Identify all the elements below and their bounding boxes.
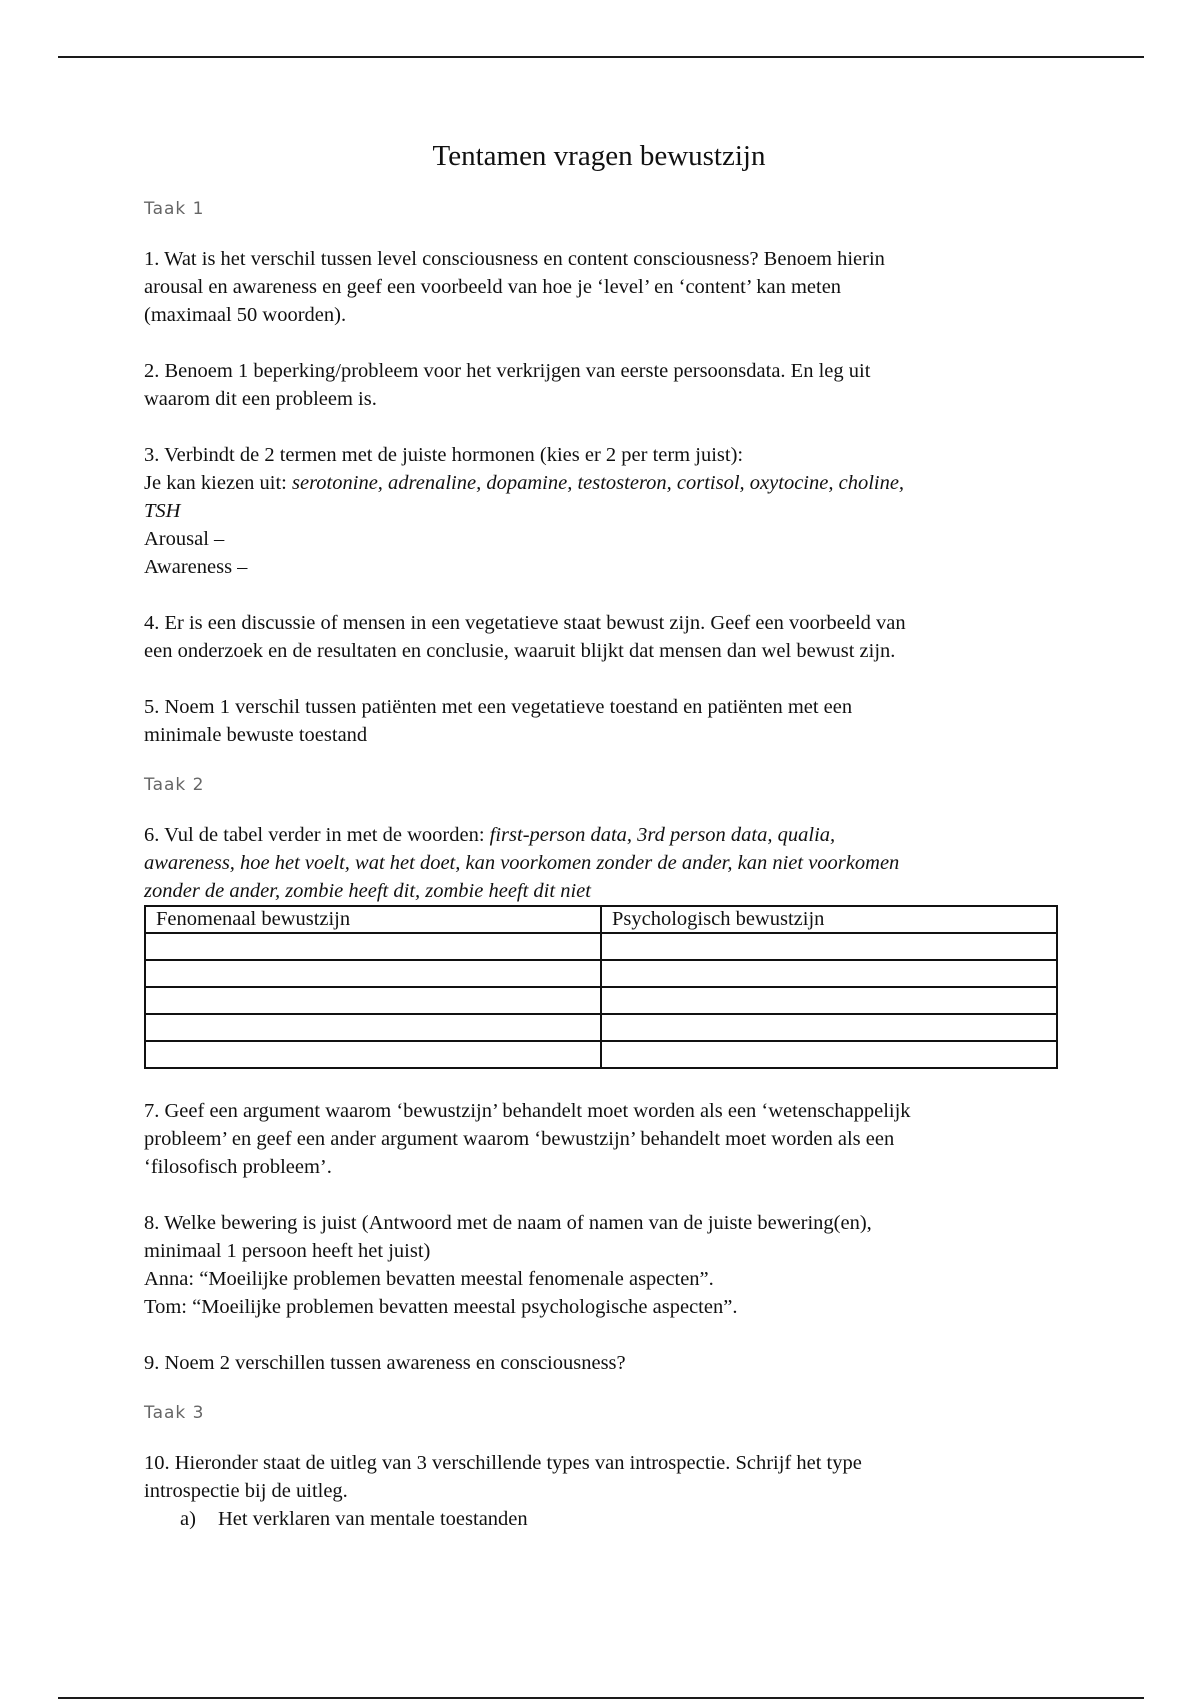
table-row <box>145 1014 1057 1041</box>
hormone-options-cont: TSH <box>144 500 181 522</box>
table-header-psychologisch: Psychologisch bewustzijn <box>601 906 1057 933</box>
table-cell[interactable] <box>145 1041 601 1068</box>
section-heading-taak-2: Taak 2 <box>144 775 205 795</box>
anna-statement: Anna: “Moeilijke problemen bevatten meestal fenomenale aspecten”. <box>144 1268 714 1290</box>
question-9: 9. Noem 2 verschillen tussen awareness en consciousness? <box>144 1352 626 1374</box>
table-row <box>145 1041 1057 1068</box>
section-heading-taak-3: Taak 3 <box>144 1403 205 1423</box>
question-2: 2. Benoem 1 beperking/probleem voor het verkrijgen van eerste persoonsdata. En leg uit waarom dit een probleem is. <box>144 360 871 410</box>
table-cell[interactable] <box>601 987 1057 1014</box>
tom-statement: Tom: “Moeilijke problemen bevatten meestal psychologische aspecten”. <box>144 1296 738 1318</box>
arousal-line: Arousal – <box>144 528 225 550</box>
table-row <box>145 987 1057 1014</box>
table-row <box>145 933 1057 960</box>
question-8: 8. Welke bewering is juist (Antwoord met de naam of namen van de juiste bewering(en), minimaal 1 persoon heeft het juist) Anna: “Moeilijke problemen bevatten meestal fenomenale aspecten”. Tom: “Moeilijke problemen bevatten meestal psychologische aspecten”. <box>144 1209 1064 1321</box>
table-cell[interactable] <box>601 933 1057 960</box>
top-rule <box>58 56 1144 58</box>
table-cell[interactable] <box>145 960 601 987</box>
document-title: Tentamen vragen bewustzijn <box>432 140 766 172</box>
awareness-line: Awareness – <box>144 556 248 578</box>
hormone-options: serotonine, adrenaline, dopamine, testosteron, cortisol, oxytocine, choline, <box>292 472 905 494</box>
sub-item-a: a) Het verklaren van mentale toestanden <box>180 1508 528 1530</box>
question-6: 6. Vul de tabel verder in met de woorden: first-person data, 3rd person data, qualia, awareness, hoe het voelt, wat het doet, kan voorkomen zonder de ander, kan niet voorkomen zonder de ander, zombie heeft dit, zombie heeft dit niet <box>144 824 900 902</box>
choose-prefix: Je kan kiezen uit: <box>144 472 293 494</box>
table-cell[interactable] <box>145 1014 601 1041</box>
section-heading-taak-1: Taak 1 <box>144 199 205 219</box>
table-row <box>145 960 1057 987</box>
table-header-row <box>145 906 1057 933</box>
table-header-fenomenaal: Fenomenaal bewustzijn <box>145 906 601 933</box>
question-5: 5. Noem 1 verschil tussen patiënten met een vegetatieve toestand en patiënten met een minimale bewuste toestand <box>144 696 853 746</box>
document-page <box>144 140 1064 1533</box>
question-3: 3. Verbindt de 2 termen met de juiste hormonen (kies er 2 per term juist): Je kan kiezen uit: serotonine, adrenaline, dopamine, testosteron, cortisol, oxytocine, choline, TSH Arousal – Awareness – <box>144 441 1064 581</box>
question-4: 4. Er is een discussie of mensen in een vegetatieve staat bewust zijn. Geef een voorbeeld van een onderzoek en de resultaten en conclusie, waaruit blijkt dat mensen dan wel bewust zijn. <box>144 612 906 662</box>
table-cell[interactable] <box>145 933 601 960</box>
question-7: 7. Geef een argument waarom ‘bewustzijn’ behandelt moet worden als een ‘wetenschappelijk probleem’ en geef een ander argument waarom ‘bewustzijn’ behandelt moet worden als een ‘filosofisch probleem’. <box>144 1100 911 1178</box>
bottom-rule <box>58 1697 1144 1699</box>
answer-table <box>144 905 1058 1069</box>
question-1: 1. Wat is het verschil tussen level consciousness en content consciousness? Benoem hierin arousal en awareness en geef een voorbeeld van hoe je ‘level’ en ‘content’ kan meten (maximaal 50 woorden). <box>144 248 885 326</box>
question-10: 10. Hieronder staat de uitleg van 3 verschillende types van introspectie. Schrijf het type introspectie bij de uitleg. a) Het verklaren van mentale toestanden <box>144 1449 1064 1533</box>
table-cell[interactable] <box>601 960 1057 987</box>
table-cell[interactable] <box>145 987 601 1014</box>
table-cell[interactable] <box>601 1014 1057 1041</box>
table-cell[interactable] <box>601 1041 1057 1068</box>
